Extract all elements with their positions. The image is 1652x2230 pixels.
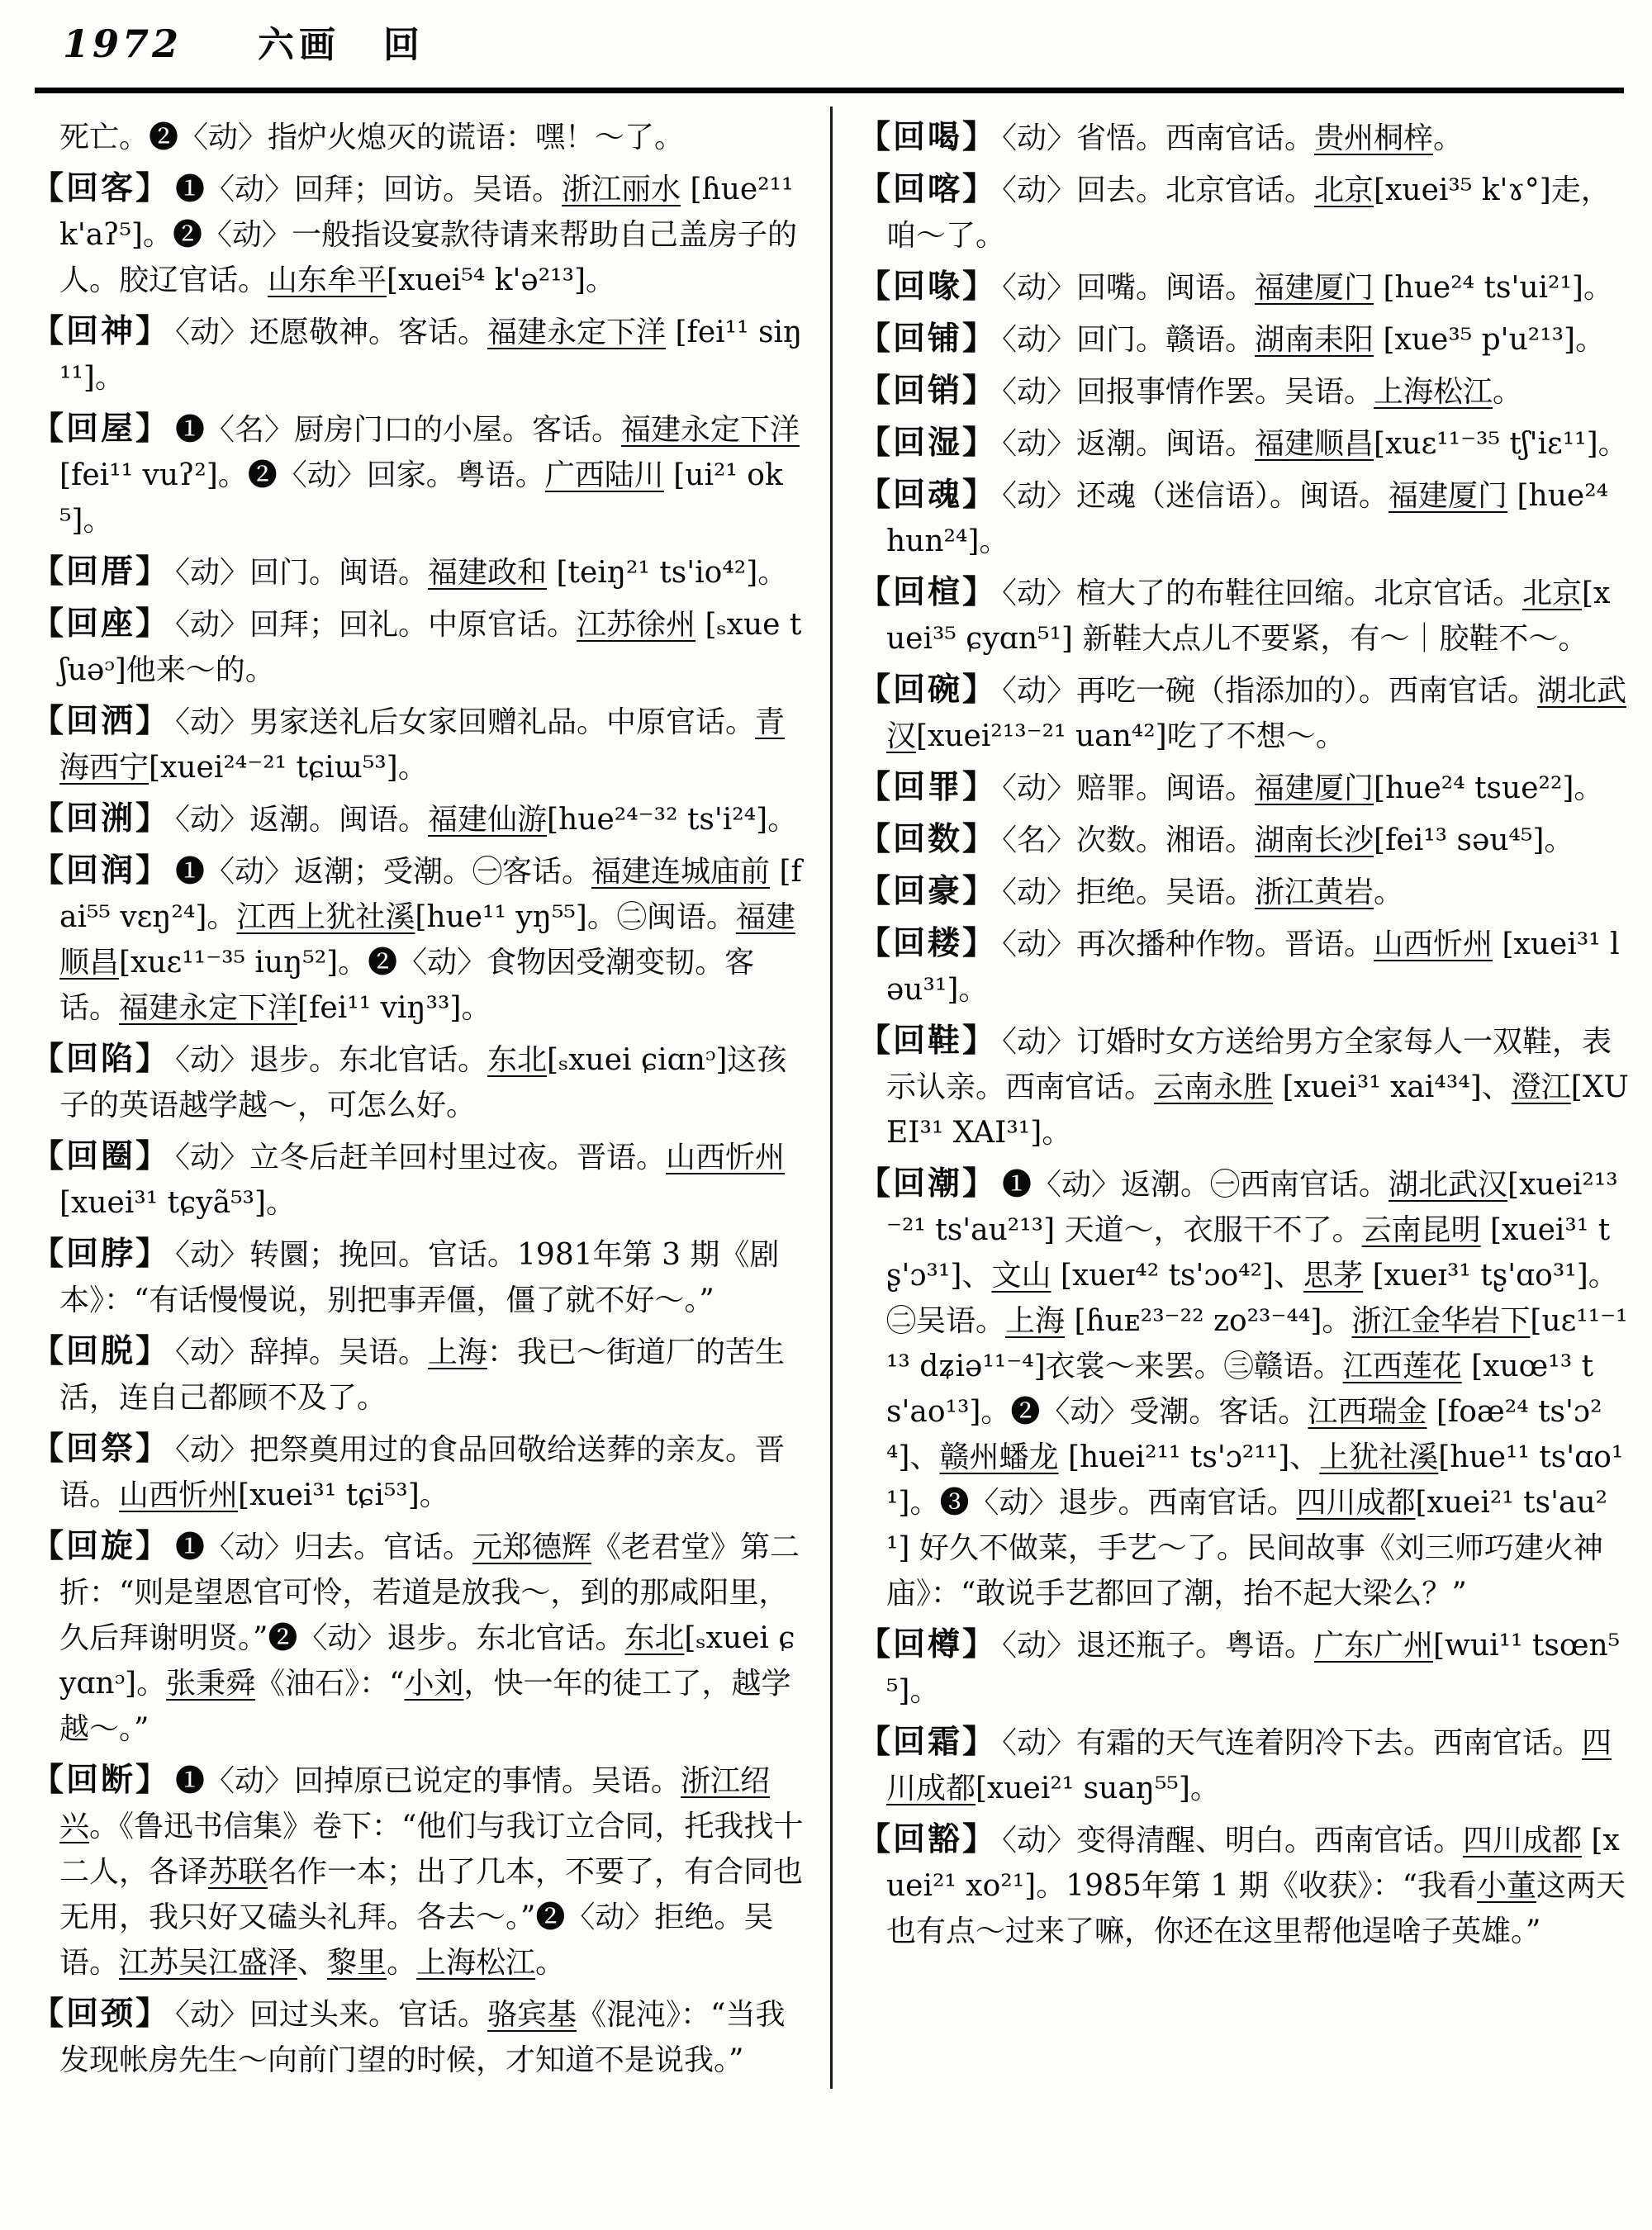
- entry-body: 〈动〉男家送礼后女家回赠礼品。中原官话。青海西宁[xuei²⁴⁻²¹ tɕiɯ⁵³]。: [59, 705, 786, 785]
- entry-body: 〈动〉还魂（迷信语）。闽语。福建厦门 [hue²⁴ hun²⁴]。: [886, 479, 1609, 558]
- entry-body: 〈动〉退步。东北官话。东北[ₛxuei ɕiɑnᵓ]这孩子的英语越学越～，可怎么好。: [59, 1043, 787, 1122]
- dict-entry: [858, 570, 1629, 662]
- dict-entry: [31, 1524, 805, 1752]
- entry-headword: 【回客】: [31, 169, 171, 207]
- entry-headword: 【回厝】: [31, 553, 171, 591]
- entry-headword: 【回脱】: [31, 1332, 171, 1370]
- entry-body: 〈动〉辞掉。吴语。上海：我已～街道厂的苦生活，连自己都顾不及了。: [59, 1336, 786, 1415]
- dict-entry: [858, 667, 1629, 759]
- entry-headword: 【回铺】: [858, 320, 998, 358]
- entry-body: ❶〈动〉返潮；受潮。㊀客话。福建连城庙前 [fai⁵⁵ vɛŋ²⁴]。江西上犹社溪[hue¹¹ yŋ⁵⁵]。㊁闽语。福建顺昌[xuɛ¹¹⁻³⁵ iuŋ⁵²]。❷〈动〉食物因受潮变韧。客话。福建永定下洋[fei¹¹ viŋ³³]。: [59, 855, 802, 1025]
- section-title: 六画: [258, 24, 341, 66]
- radical-character: 回: [383, 24, 420, 66]
- entry-body: 〈动〉订婚时女方送给男方全家每人一双鞋，表示认亲。西南官话。云南永胜 [xuei³¹ xai⁴³⁴]、澄江[XUEI³¹ XAI³¹]。: [886, 1025, 1629, 1150]
- entry-headword: 【回喝】: [858, 118, 998, 156]
- entry-body: ❶〈动〉归去。官话。元郑德辉《老君堂》第二折：“则是望恩官可怜，若道是放我～，到的那咸阳里，久后拜谢明贤。”❷〈动〉退步。东北官话。东北[ₛxuei ɕyɑnᵓ]。张秉舜《油石》：“小刘，快一年的徒工了，越学越～。”: [59, 1530, 800, 1746]
- dict-entry: [31, 848, 805, 1031]
- entry-body: ❶〈名〉厨房门口的小屋。客话。福建永定下洋 [fei¹¹ vuʔ²]。❷〈动〉回家。粤语。广西陆川 [ui²¹ ok⁵]。: [59, 413, 800, 538]
- entry-body: 〈动〉回门。闽语。福建政和 [teiŋ²¹ ts'io⁴²]。: [175, 556, 788, 590]
- entry-body: 〈动〉立冬后赶羊回村里过夜。晋语。山西忻州[xuei³¹ tɕyã⁵³]。: [59, 1141, 786, 1220]
- entry-headword: 【回陷】: [31, 1040, 171, 1078]
- dict-entry: [858, 115, 1629, 161]
- entry-body: 〈动〉返潮。闽语。福建仙游[hue²⁴⁻³² ts'i²⁴]。: [175, 803, 798, 837]
- entry-body: 死亡。❷〈动〉指炉火熄灭的谎语：嘿！～了。: [59, 121, 685, 154]
- entry-body: 〈动〉回嘴。闽语。福建厦门 [hue²⁴ ts'ui²¹]。: [1002, 271, 1613, 305]
- entry-headword: 【回罪】: [858, 768, 998, 806]
- entry-headword: 【回旋】: [31, 1527, 171, 1565]
- page-header: [31, 15, 1629, 84]
- dict-entry: [31, 1134, 805, 1226]
- dict-entry: [858, 1161, 1629, 1616]
- entry-headword: 【回湿】: [858, 424, 998, 462]
- entry-headword: 【回颈】: [31, 1995, 171, 2033]
- dict-entry: [858, 1817, 1629, 1954]
- entry-headword: 【回耧】: [858, 924, 998, 962]
- entry-headword: 【回碗】: [858, 671, 998, 709]
- entry-headword: 【回洒】: [31, 702, 171, 740]
- entry-body: 〈动〉返潮。闽语。福建顺昌[xuɛ¹¹⁻³⁵ tʃ'iɛ¹¹]。: [1002, 427, 1628, 461]
- header-divider-rule: [35, 88, 1624, 93]
- dict-entry: [31, 166, 805, 303]
- entry-headword: 【回樽】: [858, 1625, 998, 1663]
- dict-entry: [31, 1758, 805, 1986]
- entry-headword: 【回销】: [858, 372, 998, 410]
- dict-entry: [31, 1231, 805, 1323]
- entry-body: 〈动〉回拜；回礼。中原官话。江苏徐州 [ₛxue tʃuəᵓ]他来～的。: [59, 608, 802, 687]
- dict-entry: [858, 1720, 1629, 1811]
- entry-headword: 【回潮】: [858, 1165, 998, 1203]
- entry-body: 〈动〉变得清醒、明白。西南官话。四川成都 [xuei²¹ xo²¹]。1985年第 1 期《收获》：“我看小董这两天也有点～过来了嘛，你还在这里帮他逞啥子英雄。”: [886, 1824, 1626, 1948]
- entry-body: 〈动〉回过头来。官话。骆宾基《混沌》：“当我发现帐房先生～向前门望的时候，才知道不是说我。”: [59, 1998, 786, 2077]
- left-column: [31, 115, 830, 2089]
- entry-body: 〈动〉省悟。西南官话。贵州桐梓。: [1002, 121, 1464, 155]
- entry-headword: 【回魂】: [858, 476, 998, 514]
- entry-body: 〈名〉次数。湘语。湖南长沙[fei¹³ səu⁴⁵]。: [1002, 823, 1574, 857]
- entry-body: 〈动〉拒绝。吴语。浙江黄岩。: [1002, 875, 1404, 909]
- dict-entry-continuation: [31, 115, 805, 160]
- entry-body: ❶〈动〉回拜；回访。吴语。浙江丽水 [ɦue²¹¹ k'aʔ⁵]。❷〈动〉一般指设宴款待请来帮助自己盖房子的人。胶辽官话。山东牟平[xuei⁵⁴ k'ə²¹³]。: [59, 173, 797, 297]
- entry-body: 〈动〉回去。北京官话。北京[xuei³⁵ k'ɤ°]走，咱～了。: [886, 173, 1611, 253]
- entry-headword: 【回祭】: [31, 1430, 171, 1468]
- dict-entry: [31, 309, 805, 401]
- dict-entry: [858, 869, 1629, 915]
- entry-body: 〈动〉把祭奠用过的食品回敬给送葬的亲友。晋语。山西忻州[xuei³¹ tɕi⁵³]。: [59, 1433, 786, 1512]
- dict-entry: [31, 601, 805, 693]
- entry-body: 〈动〉再次播种作物。晋语。山西忻州 [xuei³¹ ləu³¹]。: [886, 928, 1620, 1007]
- entry-body: 〈动〉回门。赣语。湖南耒阳 [xue³⁵ p'u²¹³]。: [1002, 323, 1606, 357]
- entry-headword: 【回霜】: [858, 1723, 998, 1761]
- entry-headword: 【回座】: [31, 605, 171, 643]
- entry-headword: 【回润】: [31, 852, 171, 890]
- entry-headword: 【回楦】: [858, 573, 998, 611]
- dict-entry: [31, 796, 805, 842]
- dict-entry: [858, 1018, 1629, 1155]
- dict-entry: [31, 549, 805, 595]
- dict-entry: [858, 765, 1629, 811]
- dict-entry: [31, 1037, 805, 1128]
- entry-body: 〈动〉楦大了的布鞋往回缩。北京官话。北京[xuei³⁵ ɕyɑn⁵¹] 新鞋大点儿不要紧，有～｜胶鞋不～。: [886, 576, 1611, 656]
- entry-body: ❶〈动〉回掉原已说定的事情。吴语。浙江绍兴。《鲁迅书信集》卷下：“他们与我订立合同，托我找十二人，各译苏联名作一本；出了几本，不要了，有合同也无用，我只好又磕头礼拜。各去～。”❷〈动〉拒绝。吴语。江苏吴江盛泽、黎里。上海松江。: [59, 1764, 804, 1980]
- entry-body: ❶〈动〉返潮。㊀西南官话。湖北武汉[xuei²¹³⁻²¹ ts'au²¹³] 天道～，衣服干不了。云南昆明 [xuei³¹ tʂ'ɔ³¹]、文山 [xueɪ⁴² ts'ɔo⁴²]、思茅 [xueɪ³¹ tʂ'ɑo³¹]。㊁吴语。上海 [ɦuᴇ²³⁻²² zo²³⁻⁴⁴]。浙江金华岩下[uɛ¹¹⁻¹¹³ dʑiə¹¹⁻⁴]衣裳～来罢。㊂赣语。江西莲花 [xuœ¹³ ts'ao¹³]。❷〈动〉受潮。客话。江西瑞金 [foæ²⁴ ts'ɔ²⁴]、赣州蟠龙 [huei²¹¹ ts'ɔ²¹¹]、上犹社溪[hue¹¹ ts'ɑo¹¹]。❸〈动〉退步。西南官话。四川成都[xuei²¹ ts'au²¹] 好久不做菜，手艺～了。民间故事《刘三师巧建火神庙》：“敢说手艺都回了潮，抬不起大梁么？”: [886, 1168, 1628, 1611]
- right-column: [830, 115, 1629, 2089]
- dict-entry: [858, 472, 1629, 564]
- dictionary-columns: [31, 115, 1629, 2089]
- entry-headword: 【回渆】: [31, 799, 171, 837]
- dict-entry: [858, 264, 1629, 311]
- dict-entry: [858, 316, 1629, 363]
- dict-entry: [31, 699, 805, 790]
- entry-headword: 【回神】: [31, 312, 171, 350]
- entry-headword: 【回屋】: [31, 410, 171, 448]
- dict-entry: [31, 406, 805, 543]
- dict-entry: [858, 1622, 1629, 1714]
- entry-body: 〈动〉再吃一碗（指添加的）。西南官话。湖北武汉[xuei²¹³⁻²¹ uan⁴²]吃了不想～。: [886, 674, 1627, 753]
- entry-headword: 【回豪】: [858, 872, 998, 910]
- dict-entry: [31, 1991, 805, 2083]
- entry-body: 〈动〉转圜；挽回。官话。1981年第 3 期《剧本》：“有话慢慢说，别把事弄僵，僵了就不好～。”: [59, 1238, 780, 1317]
- entry-headword: 【回数】: [858, 820, 998, 858]
- dict-entry: [858, 368, 1629, 415]
- dict-entry: [858, 420, 1629, 467]
- dict-entry: [858, 921, 1629, 1013]
- entry-body: 〈动〉还愿敬神。客话。福建永定下洋 [fei¹¹ siŋ¹¹]。: [59, 316, 803, 395]
- dict-entry: [858, 817, 1629, 863]
- page-number: 1972: [63, 21, 183, 66]
- dict-entry: [31, 1329, 805, 1421]
- entry-body: 〈动〉有霜的天气连着阴冷下去。西南官话。四川成都[xuei²¹ suaŋ⁵⁵]。: [886, 1726, 1612, 1805]
- entry-headword: 【回断】: [31, 1761, 171, 1799]
- entry-headword: 【回喀】: [858, 170, 998, 208]
- entry-headword: 【回脖】: [31, 1235, 171, 1273]
- entry-body: 〈动〉退还瓶子。粤语。广东广州[wui¹¹ tsœn⁵⁵]。: [886, 1629, 1621, 1708]
- entry-headword: 【回鞋】: [858, 1022, 998, 1060]
- dict-entry: [31, 1426, 805, 1518]
- dict-entry: [858, 167, 1629, 259]
- column-divider-line: [830, 107, 833, 2089]
- entry-headword: 【回豁】: [858, 1820, 998, 1858]
- entry-headword: 【回喙】: [858, 268, 998, 306]
- entry-headword: 【回圈】: [31, 1137, 171, 1175]
- entry-body: 〈动〉回报事情作罢。吴语。上海松江。: [1002, 375, 1523, 409]
- entry-body: 〈动〉赔罪。闽语。福建厦门[hue²⁴ tsue²²]。: [1002, 771, 1604, 805]
